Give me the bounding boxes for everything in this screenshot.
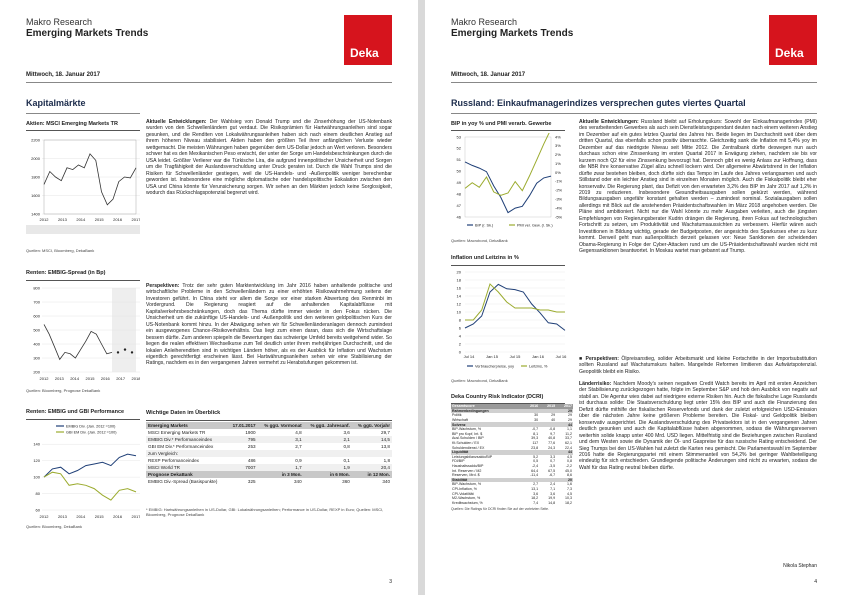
y-left-tick-label: 46	[456, 214, 461, 220]
section-title: Kapitalmärkte	[26, 98, 86, 108]
chart-embig-gbi-rule	[26, 419, 140, 420]
chart-gdp-pmi	[451, 133, 573, 235]
page-number: 3	[389, 579, 392, 585]
country-risk-heading: Länderrisiko:	[579, 381, 612, 387]
y-right-tick-label: -3%	[555, 196, 563, 202]
dcri-cell: 44	[556, 422, 573, 427]
deka-logo-text: Deka	[775, 46, 804, 60]
header-title: Emerging Markets Trends	[451, 28, 574, 39]
dcri-cell: 0,8	[567, 459, 572, 464]
dcri-cell: 5,2	[533, 454, 539, 459]
x-tick-label: 2014	[70, 376, 80, 381]
dcri-cell: BIP-Wachstum, %	[452, 482, 482, 487]
chart-msci-source: Quellen: MSCI, Bloomberg, DekaBank	[26, 248, 95, 253]
dcri-cell: -11,4	[530, 473, 539, 478]
y-tick-label: 14	[456, 293, 461, 299]
current-developments-heading: Aktuelle Entwicklungen:	[579, 119, 639, 125]
x-tick-label: 2014	[76, 217, 86, 222]
y-tick-label: 800	[33, 285, 40, 291]
key-data-footnote: * EMBIG: Hartwährungsanleihen in US-Dollar, GBI: Lokalwährungsanleihen; Performance in US-Dollar, REXP in Euro; Quellen: MSCI, Bloomberg, Prognose DekaBank	[146, 507, 384, 517]
spread-series-line	[44, 324, 112, 359]
y-right-tick-label: -4%	[555, 205, 563, 211]
dcri-cell: 67,5	[548, 468, 556, 473]
dcri-cell: 2017	[556, 404, 573, 409]
key-data-cell: 0,1	[343, 458, 350, 463]
dcri-cell: -0,8	[548, 427, 556, 432]
key-data-cell	[228, 450, 258, 457]
section-title: Russland: Einkaufmanagerindizes versprechen gutes viertes Quartal	[451, 98, 746, 108]
key-data-cell: 1,9	[343, 465, 350, 470]
dcri-table	[451, 404, 573, 505]
key-data-row	[146, 429, 392, 436]
dcri-cell: 77,6	[548, 441, 556, 446]
key-data-cell: 253	[247, 444, 256, 449]
dcri-cell: Stabilität	[451, 478, 522, 483]
key-data-cell: 340	[382, 479, 390, 484]
y-left-tick-label: 53	[456, 134, 461, 140]
key-data-cell: 2,1	[343, 437, 350, 442]
dcri-cell: 45,0	[565, 468, 572, 473]
dcri-cell: 0,7	[550, 459, 556, 464]
dcri-cell: 10,3	[565, 496, 572, 501]
dcri-cell: 2,4	[550, 482, 556, 487]
key-data-cell: 0,8	[343, 444, 350, 449]
dcri-row	[451, 500, 573, 505]
key-data-col-mom: % ggü. Vormonat	[258, 422, 304, 429]
y-tick-label: 400	[33, 341, 40, 347]
country-risk-text: Nachdem Moody's seinen negativen Credit Watch bereits im April mit ersten Anzeichen der Stabilisierung zurückgezogen hatte, folgte im September S&P und hob den Ausblick von negativ auf stabil an. Die Agentur wies dabei auf niedrigere externe Risiken hin. Auch die fiskalische Lage Russlands ist durchaus solide: Die Staatsverschuldung liegt unter 15% des BIP und auch die Finanzierung des Defizit dürfte mithilfe der fiskalischen Reservefonds und dank der zuletzt erfolgreichen USD-Emission über die nächsten Jahre keine größeren Probleme bereiten. Die Fiskal- und Geldpolitik bleiben konservativ ausgerichtet. Die Auslandsverschuldung des Privatsektors ist in den vergangenen Jahren deutlich gesunken und auch die Kapitalabflüsse haben abgenommen, sodass die Währungsreserven weiterhin solide knapp unter 400 Mrd. USD liegen. Mittelfristig sind die Beziehungen zwischen Russland und dem Westen sowie die Dynamik der Öl- und Gaspreise für das russische Rating entscheidend. Der Sieg Trumps bei den US-Wahlen hat zuletzt die Karten neu gemischt. Die Parlamentswahl im September 2016 hatte die Regierungspartei mit einem Stimmenanteil von 54,2% bei geringer Wahlbeteiligung eindeutig für sich entschieden. Grundlegende politische Änderungen sind nicht zu erwarten, sodass die Wahl für das Rating neutral bleiben dürfte.	[579, 381, 818, 471]
dcri-cell: -3,5	[548, 464, 556, 469]
key-data-title: Wichtige Daten im Überblick	[146, 410, 221, 416]
dcri-cell: 40	[551, 418, 556, 423]
chart-msci-em	[26, 134, 140, 234]
chart-msci-rule	[26, 130, 140, 131]
chart-gdp-pmi-title: BIP in yoy % und PMI verarb. Gewerbe	[451, 121, 552, 127]
dcri-cell: 30	[534, 413, 539, 418]
y-right-tick-label: -1%	[555, 178, 563, 184]
x-tick-label: Jul 16	[555, 354, 567, 359]
y-left-tick-label: 48	[456, 191, 461, 197]
dcri-cell: 7,3	[567, 486, 572, 491]
key-data-forecast-header	[146, 471, 392, 478]
key-data-cell: 7007	[245, 465, 256, 470]
y-tick-label: 6	[458, 325, 461, 331]
dcri-cell: 19,9	[548, 496, 556, 501]
chart-inflation-source: Quellen: Macrobond, DekaBank	[451, 378, 508, 383]
header-divider	[451, 82, 817, 83]
dcri-cell: 29	[551, 413, 556, 418]
current-developments-paragraph	[146, 119, 392, 196]
msci-series-line	[44, 154, 136, 205]
dcri-cell: 18,2	[531, 496, 539, 501]
key-data-cell: REXP Performanceindex	[148, 458, 199, 463]
author: Nikola Stephan	[783, 563, 817, 569]
dcri-cell: 3,6	[550, 491, 556, 496]
y-right-tick-label: -2%	[555, 187, 563, 193]
x-tick-label: 2012	[39, 514, 49, 519]
y-tick-label: 100	[33, 474, 40, 480]
key-data-cell: in 6 Mon.	[329, 472, 350, 477]
forecast-point	[117, 351, 119, 353]
key-data-cell: 14,5	[381, 437, 390, 442]
key-data-cell: 0,9	[295, 458, 302, 463]
dcri-cell: 33,7	[565, 436, 572, 441]
legend-gdp-label: BIP (r. Sk.)	[475, 223, 494, 228]
key-data-col-name: Emerging Markets	[146, 422, 228, 429]
x-tick-label: Jul 14	[463, 354, 475, 359]
outlook-text: Ölpreisanstieg, solider Arbeitsmarkt und kleine Fortschritte in der Importsubstitution sollten Russland auf Wachstumskurs halten. Mangelnde Reformen limitieren das Aufwärtspotenzial. Geopolitik bleibt ein Risiko.	[579, 356, 817, 375]
dcri-cell: 29	[568, 418, 572, 423]
y-tick-label: 1400	[31, 211, 40, 217]
dcri-cell: 29	[568, 413, 572, 418]
dcri-cell: 9,7	[550, 431, 556, 436]
dcri-cell: 29	[556, 409, 573, 414]
dcri-cell: Wirtschaft	[452, 418, 468, 423]
legend-gbi-label: GBI EM Div. (Jan. 2012 =100)	[66, 430, 117, 435]
chart-gdp-pmi-source: Quellen: Macrobond, DekaBank	[451, 238, 508, 243]
chart-inflation-rate	[451, 268, 571, 376]
dcri-cell: 14,8	[548, 500, 556, 505]
current-developments-text: Russland bleibt auf Erholungskurs: Sowohl der Einkaufmanagerindex (PMI) des verarbeitenden Gewerbes als auch sein Dienstleistungspendant deuten nach einem weiteren Anstieg im Dezember auf ein gutes letztes Quartal des Jahres hin. Beide liegen im Durchschnitt weit über dem dritten Quartal, das ebenfalls schon positiv überraschte. Gleichzeitig sank die Inflation mit 5,4% yoy im Dezember auf das niedrigste Niveau seit Mitte 2012. Die Zentralbank dürfte deswegen nun auch durchaus schon eine Zinssenkung im ersten Quartal 2017 in Erwägung ziehen, nachdem sie bis vor kurzem noch Q2 für eine Zinssenkung bevorzugt hat. Dennoch gibt es wenig Anlass zur Hoffnung, dass die NBR ihre konservative Zügel allzu schnell lockern wird. Der allgemeine Abwärtstrend in der Inflation dürfte zwar bestehen bleiben, doch dürfte sich das Tempo im Laufe des Jahres verlangsamen und auch Stillstand oder ein leichter Anstieg sind in einzelnen Monaten möglich. Auch die Fiskalpolitik bleibt eher konservativ. Die Regierung plant, das Defizit von den erwarteten 3,2% des BIP im Jahr 2017 auf 1,2% in 2019 zu reduzieren. Insbesondere Gesundheitsausgaben sollen gekürzt werden, während Bildungsausgaben ungefähr konstant gehalten werden – zumindest nominal. Sozialausgaben sollen allerdings mit Blick auf die anstehenden Präsidentschaftswahlen im März 2018 angehoben werden. Die Pläne sind ambitioniert. Nicht nur die Wahl könnte zu mehr Ausgaben verleiten, auch die jüngsten Empfehlungen von Regierungsberater Kudrin drängen die Regierung, ihren Fokus auf technologischen Fortschritt zu setzen, um Produktivität und Wachstumsaussichten zu verbessern. Hierfür wären auch Investitionen in Bildung wichtig, gerade der Budgetposten, der angesichts des Sparkurses eher zu kurz kommt. Derweil geht man außenpolitisch derzeit gelassen vor: Neue Sanktionen der scheidenden Obama-Regierung in Folge der Cyber-Attacken rund um die US-Präsidentschaftswahl wurden nicht mit Gegensanktionen beantwortet. In Moskau wartet man gebannt auf Trump.	[579, 119, 818, 255]
x-tick-label: Jan 15	[485, 354, 499, 359]
y-tick-label: 2200	[31, 137, 40, 143]
page-number: 4	[814, 579, 817, 585]
header-research-label: Makro Research	[451, 17, 518, 27]
x-tick-label: 2016	[100, 376, 110, 381]
dcri-cell: -6,7	[548, 473, 556, 478]
dcri-cell: 62,1	[565, 441, 572, 446]
key-data-cell: GBI EM Div.* Performanceindex	[148, 444, 214, 449]
key-data-cell: 3,6	[343, 430, 350, 435]
key-data-cell: in 12 Mon.	[367, 472, 390, 477]
x-tick-label: Jul 15	[509, 354, 521, 359]
key-data-cell: 20,4	[381, 465, 390, 470]
deka-logo	[769, 15, 817, 65]
dcri-cell: Kreditwachstum, %	[452, 500, 483, 505]
y-tick-label: 20	[456, 269, 461, 275]
y-left-tick-label: 50	[456, 168, 461, 174]
x-tick-label: 2015	[94, 217, 104, 222]
dcri-cell: Int. Reserven / M2	[452, 468, 482, 473]
dcri-cell: 23,8	[531, 445, 539, 450]
dcri-cell: BIP pro Kopf, Int. $	[452, 431, 483, 436]
x-tick-label: 2015	[85, 376, 95, 381]
dcri-cell: 4,5	[567, 454, 572, 459]
key-data-cell: 340	[294, 479, 302, 484]
chart-msci-title: Aktien: MSCI Emerging Markets TR	[26, 121, 118, 127]
y-right-tick-label: 0%	[555, 169, 561, 175]
x-tick-label: 2016	[113, 217, 123, 222]
forecast-point	[131, 351, 133, 353]
outlook-heading: Perspektiven:	[585, 356, 619, 362]
outlook-paragraph: ■ Perspektiven: Ölpreisanstieg, solider Arbeitsmarkt und kleine Fortschritte in der Importsubstitution sollten Russland auf Wachstumskurs halten. Mangelnde Reformen limitieren das Aufwärtspotenzial. Geopolitik bleibt ein Risiko.	[579, 356, 817, 375]
dcri-cell: 2,7	[533, 482, 539, 487]
key-data-cell: 13,8	[381, 444, 390, 449]
y-right-tick-label: 1%	[555, 160, 561, 166]
header-research-label: Makro Research	[26, 17, 93, 27]
dcri-cell: Rahmenbedingungen	[451, 409, 522, 414]
x-tick-label: 2013	[54, 376, 64, 381]
y-left-tick-label: 47	[456, 202, 461, 208]
key-data-col-yoy: % ggü. Vorjahr	[352, 422, 392, 429]
dcri-cell: M2-Wachstum, %	[452, 496, 481, 501]
y-tick-label: 200	[33, 369, 40, 375]
dcri-cell: 2016	[522, 404, 539, 409]
key-data-cell	[352, 450, 392, 457]
chart-inflation-rule	[451, 265, 565, 266]
y-tick-label: 2	[458, 341, 461, 347]
y-tick-label: 140	[33, 441, 40, 447]
gbi-series-line	[44, 472, 136, 500]
y-right-tick-label: -5%	[555, 214, 563, 220]
dcri-cell: 3,3	[550, 454, 556, 459]
dcri-cell: -0,7	[531, 427, 539, 432]
x-tick-label: 2013	[57, 514, 67, 519]
x-tick-label: 2012	[39, 376, 49, 381]
dcri-cell: 30	[534, 418, 539, 423]
dcri-cell: 13,1	[531, 486, 539, 491]
chart-embig-spread	[26, 284, 140, 384]
y-right-tick-label: 2%	[555, 152, 561, 158]
key-data-row	[146, 443, 392, 450]
chart-embig-spread-title: Renten: EMBIG-Spread (in Bp)	[26, 270, 106, 276]
dcri-cell: Liquidität	[451, 450, 522, 455]
y-tick-label: 16	[456, 285, 461, 291]
y-tick-label: 10	[456, 309, 461, 315]
section-underline	[26, 113, 140, 114]
y-tick-label: 500	[33, 327, 40, 333]
y-tick-label: 8	[458, 317, 461, 323]
dcri-cell: 24,3	[548, 445, 556, 450]
key-data-cell: 4,8	[295, 430, 302, 435]
dcri-cell: 64,4	[531, 468, 539, 473]
y-tick-label: 700	[33, 299, 40, 305]
y-tick-label: 120	[33, 457, 40, 463]
key-data-cell: 3,1	[295, 437, 302, 442]
key-data-cell: 1,8	[383, 458, 390, 463]
key-data-cell: Prognose DekaBank	[148, 472, 193, 477]
header-divider	[26, 82, 392, 83]
forecast-point	[124, 348, 126, 350]
page-4	[425, 0, 843, 595]
x-tick-label: 2012	[39, 217, 49, 222]
key-data-header-row	[146, 422, 392, 429]
current-developments-heading: Aktuelle Entwicklungen:	[146, 119, 207, 125]
key-data-row	[146, 457, 392, 464]
dcri-cell: FDI/BIP	[452, 459, 465, 464]
page-date: Mittwoch, 18. Januar 2017	[451, 72, 526, 78]
y-left-tick-label: 52	[456, 145, 461, 151]
key-data-table	[146, 422, 392, 485]
dcri-cell: 1,1	[567, 427, 572, 432]
dcri-cell: 4,5	[567, 491, 572, 496]
pmi-series-line	[465, 133, 551, 195]
y-left-tick-label: 49	[456, 180, 461, 186]
key-data-cell: 1,7	[295, 465, 302, 470]
key-data-cell	[304, 450, 352, 457]
chart-embig-gbi-source: Quellen: Bloomberg, DekaBank	[26, 524, 83, 529]
chart-embig-gbi-title: Renten: EMBIG und GBI Performance	[26, 409, 125, 415]
dcri-cell: 8,6	[567, 473, 572, 478]
y-left-tick-label: 51	[456, 157, 461, 163]
key-data-cell: EMBIG Div.-Spread (Basispunkte)	[148, 479, 218, 484]
current-developments-text: Der Wahlsieg von Donald Trump und die Zinserhöhung der US-Notenbank wurden von den Schwellenländern gut verdaut. Die Risikoprämien für Hartwährungsanleihen sind sogar gesunken, und die Renditen von Lokalwährungsanleihen haben sich nach einem deutlichen Anstieg auf ihrem höheren Niveau stabilisiert. Aktien haben den größten Teil ihrer anfänglichen Verluste wieder wettgemacht. Die meisten Währungen haben gegenüber dem US-Dollar jedoch an Wert verloren. Besonders schwer hat es den Mexikanischen Peso erwischt, der unter der Sorge um Handelsbeschränkungen durch die USA leidet. Größter Verlierer war die Türkische Lira, die aufgrund innenpolitischer Unsicherheit und Sorgen um die Tragfähigkeit der Auslandsverschuldung unter Druck geraten ist. Durch die Wahl Trumps sind die Risiken für Schwellenländer gestiegen, weil die US-Handels- und -Außenpolitik weniger berechenbar geworden ist. Insbesondere eine mögliche diplomatische oder handelspolitische Eskalation zwischen den USA und China könnte für Verunsicherung sorgen. Wir sehen an den Märkten jedoch keine Sorglosigkeit, wodurch das Rückschlagspotenzial begrenzt wird.	[146, 119, 393, 196]
key-data-cell: 360	[342, 479, 350, 484]
dcri-cell: Schuldendienst / EX	[452, 445, 485, 450]
dcri-cell: CPI-Volatilität	[452, 491, 474, 496]
key-data-cell: 486	[247, 458, 256, 463]
outlook-heading: Perspektiven:	[146, 283, 180, 289]
legend-cpi-label: Verbraucherpreise, yoy	[475, 364, 515, 369]
key-data-row	[146, 436, 392, 443]
dcri-note: Quellen: Die Ratings für DCRI finden Sie auf der vorletzten Seite.	[451, 507, 550, 511]
key-data-cell	[228, 471, 258, 478]
key-data-rule	[146, 420, 392, 421]
y-tick-label: 12	[456, 301, 461, 307]
y-tick-label: 1800	[31, 174, 40, 180]
current-developments-paragraph	[579, 119, 817, 255]
dcri-cell: Gesamtscore	[451, 404, 522, 409]
key-data-cell: EMBIG Div.* Performanceindex	[148, 437, 212, 442]
gdp-series-line	[465, 162, 551, 213]
dcri-cell: 20	[556, 478, 573, 483]
y-tick-label: 80	[35, 490, 40, 496]
dcri-cell: 0,5	[533, 459, 539, 464]
legend-rate-label: Leitzins, %	[529, 364, 548, 369]
page-date: Mittwoch, 18. Januar 2017	[26, 72, 101, 78]
dcri-cell: Reserven, Mrd. $	[452, 473, 480, 478]
y-tick-label: 0	[458, 349, 461, 355]
dcri-cell: Ausl.Schulden / BIP	[452, 436, 484, 441]
dcri-cell: BIP-Wachstum, %	[452, 427, 482, 432]
dcri-cell: 117	[532, 441, 539, 446]
dcri-cell: -2,4	[531, 464, 539, 469]
y-tick-label: 4	[458, 333, 461, 339]
dcri-cell: 11,2	[565, 431, 572, 436]
dcri-cell: 1,6	[567, 482, 572, 487]
key-data-cell	[258, 450, 304, 457]
key-data-cell: zum Vergleich:	[148, 451, 179, 456]
key-data-cell: 795	[247, 437, 256, 442]
x-tick-label: Jan 16	[531, 354, 545, 359]
dcri-cell: -2,2	[565, 464, 572, 469]
deka-logo	[344, 15, 392, 65]
key-data-cell: MSCI World TR	[148, 465, 180, 470]
key-data-row	[146, 450, 392, 457]
key-data-cell: in 3 Mon.	[281, 472, 302, 477]
y-tick-label: 18	[456, 277, 461, 283]
y-tick-label: 60	[35, 507, 40, 513]
dcri-cell: 7,1	[550, 486, 556, 491]
chart-embig-spread-source: Quellen: Bloomberg, Prognose DekaBank	[26, 388, 101, 393]
key-data-cell: 29,7	[381, 430, 390, 435]
outlook-text: Trotz der sehr guten Marktentwicklung im Jahr 2016 haben anhaltende politische und wirtschaftliche Probleme in den Schwellenländern zu einer erhöhten Risikowahrnehmung seitens der Investoren geführt. In China steht vor allem die Sorge vor einer starken Abwertung des Renminbi im Vordergrund. Die Regierung reagiert auf die anhaltenden Kapitalabflüsse mit Kapitalverkehrsbeschränkungen, doch das Thema dürfte immer wieder in den Fokus rücken. Die Unsicherheit um die zukünftige US-Handels- und -Außenpolitik und den weiteren geldpolitischen Kurs der US-Notenbank kommt hinzu. In der Abwägung sehen wir für Schwellenländeranlagen dennoch zumindest ein ausgewogenes Chance-/Risikoverhältnis. Das liegt zum einen daran, dass sich die Wirtschaftslage bessern dürfte. Zum anderen spiegeln die Bewertungen das schwierige Umfeld bereits weitgehend wider. So liegen die realen effektiven Wechselkurse zum Teil deutlich unter ihrem mehrjährigen Durchschnitt, und die lokalen Anleiherenditen sind in wichtigen Ländern höher, als es der Ausblick für Inflation und Wachstum eigentlich gerechtfertigt erscheinen lässt. Bei Hartwährungsanleihen sehen wir eine Stabilisierung der Ratings, nachdem es in den vergangenen Jahren vermehrt zu Herabstufungen gekommen ist.	[146, 283, 392, 367]
y-tick-label: 1600	[31, 192, 40, 198]
y-tick-label: 600	[33, 313, 40, 319]
legend-pmi-label: PMI ver. Gew. (l. Sk.)	[517, 223, 553, 228]
page-3	[0, 0, 418, 595]
y-tick-label: 300	[33, 355, 40, 361]
chart-inflation-title: Inflation und Leitzins in %	[451, 255, 519, 261]
x-tick-label: 2017	[116, 376, 126, 381]
key-data-cell: 1900	[245, 430, 256, 435]
x-tick-label: 2015	[94, 514, 104, 519]
chart-gdp-pmi-rule	[451, 130, 565, 131]
dcri-cell: 8,1	[533, 431, 539, 436]
dcri-cell: Leistungsbilanzsaldo/BIP	[452, 454, 493, 459]
dcri-cell: 18,2	[565, 500, 572, 505]
key-data-cell: 2,7	[295, 444, 302, 449]
key-data-col-date: 17.01.2017	[228, 422, 258, 429]
x-tick-label: 2013	[57, 217, 67, 222]
key-data-row	[146, 464, 392, 471]
dcri-cell: 22,4	[565, 445, 572, 450]
x-tick-label: 2014	[76, 514, 86, 519]
y-right-tick-label: 4%	[555, 134, 561, 140]
key-data-cell: 325	[247, 479, 256, 484]
y-right-tick-label: 3%	[555, 143, 561, 149]
key-data-cell: MSCI Emerging Markets TR	[148, 430, 206, 435]
dcri-cell: 2015	[539, 404, 556, 409]
dcri-cell: Solvenz	[451, 422, 522, 427]
legend-embig-label: EMBIG Div. (Jan. 2012 =100)	[66, 424, 116, 429]
country-risk-paragraph	[579, 381, 817, 471]
x-tick-label: 2017	[131, 217, 140, 222]
x-tick-label: 2017	[131, 514, 140, 519]
dcri-cell: Politik	[452, 413, 462, 418]
y-tick-label: 2000	[31, 155, 40, 161]
plot-frame	[465, 137, 551, 217]
dcri-cell: CPI-Inflation, %	[452, 486, 477, 491]
section-underline	[451, 113, 817, 114]
dcri-title: Deka Country Risk Indicator (DCRI)	[451, 394, 544, 400]
data-strip	[26, 225, 140, 234]
dcri-cell: 39,3	[531, 436, 539, 441]
dcri-cell: Kt.Schulden / EX	[452, 441, 480, 446]
key-data-col-ytd: % ggü. Jahresanf.	[304, 422, 352, 429]
x-tick-label: 2018	[131, 376, 140, 381]
key-data-forecast-row	[146, 478, 392, 485]
chart-embig-spread-rule	[26, 280, 140, 281]
chart-embig-gbi	[26, 422, 140, 522]
deka-logo-text: Deka	[350, 46, 379, 60]
dcri-cell: 7,4	[533, 500, 539, 505]
dcri-cell: 3,6	[533, 491, 539, 496]
dcri-cell: 40,8	[548, 436, 556, 441]
outlook-paragraph	[146, 283, 392, 367]
dcri-cell: 44	[556, 450, 573, 455]
x-tick-label: 2016	[113, 514, 123, 519]
header-title: Emerging Markets Trends	[26, 28, 149, 39]
dcri-cell: Haushaltssaldo/BIP	[452, 464, 484, 469]
